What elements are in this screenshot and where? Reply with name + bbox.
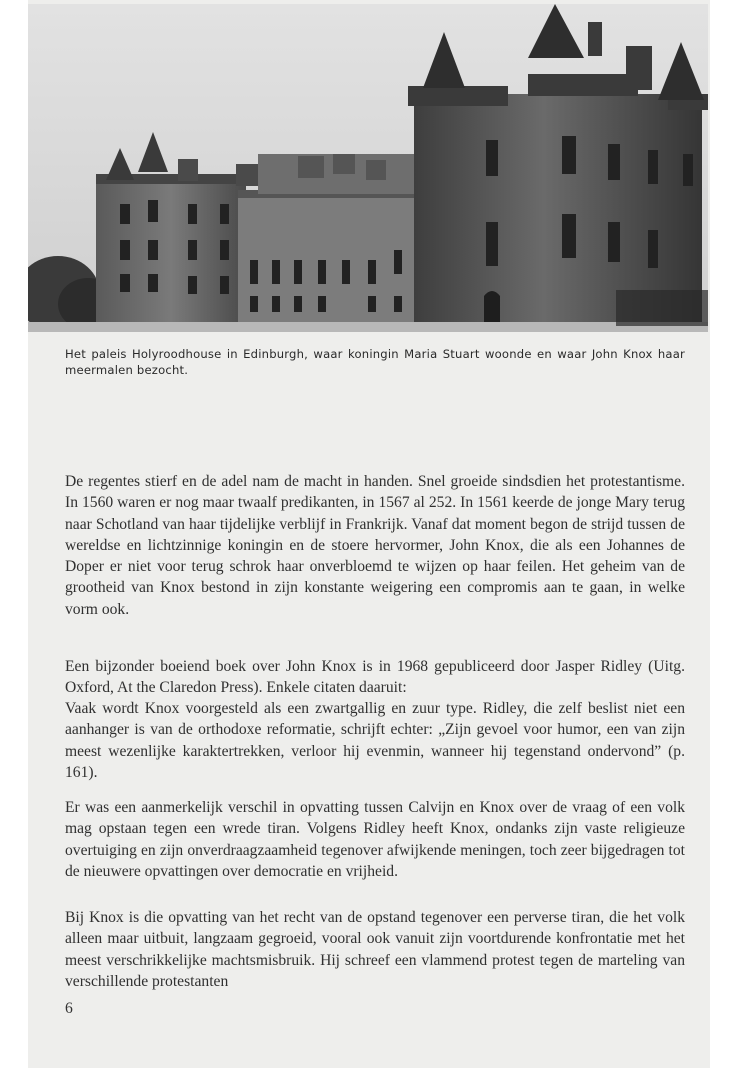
paragraph-2: Een bijzonder boeiend boek over John Knox is in 1968 gepubliceerd door Jasper Ridley (Uitg. Oxford, At the Claredon Press). Enkele citaten daaruit:	[65, 658, 685, 697]
paragraph-3: Vaak wordt Knox voorgesteld als een zwartgallig en zuur type. Ridley, die zelf beslist niet een aanhanger is van de orthodoxe reformatie, schrijft echter: „Zijn gevoel voor humor, een van zijn meest wezenlijke karaktertrekken, verloor hij evenmin, wanneer hij tegenstand ondervond” (p. 161).	[65, 700, 685, 781]
photo-caption: Het paleis Holyroodhouse in Edinburgh, waar koningin Maria Stuart woonde en waar John Knox haar meermalen bezocht.	[65, 347, 685, 377]
paragraph-4: Er was een aanmerkelijk verschil in opvatting tussen Calvijn en Knox over de vraag of een volk mag opstaan tegen een wrede tiran. Volgens Ridley heeft Knox, ondanks zijn vaste religieuze overtuiging en zijn onverdraagzaamheid tegenover afwijkende meningen, toch zeer bijgedragen tot de nieuwere opvattingen over democratie en vrijheid.	[65, 799, 685, 880]
holyroodhouse-photo	[28, 4, 708, 332]
paragraph-1: De regentes stierf en de adel nam de macht in handen. Snel groeide sindsdien het protestantisme. In 1560 waren er nog maar twaalf predikanten, in 1567 al 252. In 1561 keerde de jonge Mary terug naar Schotland van haar tijdelijke verblijf in Frankrijk. Vanaf dat moment begon de strijd tussen de wereldse en lichtzinnige koningin en de stoere hervormer, John Knox, die als een Johannes de Doper er niet voor terug schrok haar onverbloemd te wijzen op haar feilen. Het geheim van de grootheid van Knox bestond in zijn konstante weigering een compromis aan te gaan, in welke vorm ook.	[65, 473, 685, 618]
page-number: 6	[65, 1000, 73, 1017]
paragraph-5: Bij Knox is die opvatting van het recht van de opstand tegenover een perverse tiran, die het volk alleen maar uitbuit, langzaam gegroeid, vooral ook vanuit zijn voortdurende konfrontatie met het meest verschrikkelijke machtsmisbruik. Hij schreef een vlammend protest tegen de marteling van verschillende protestanten	[65, 909, 685, 990]
